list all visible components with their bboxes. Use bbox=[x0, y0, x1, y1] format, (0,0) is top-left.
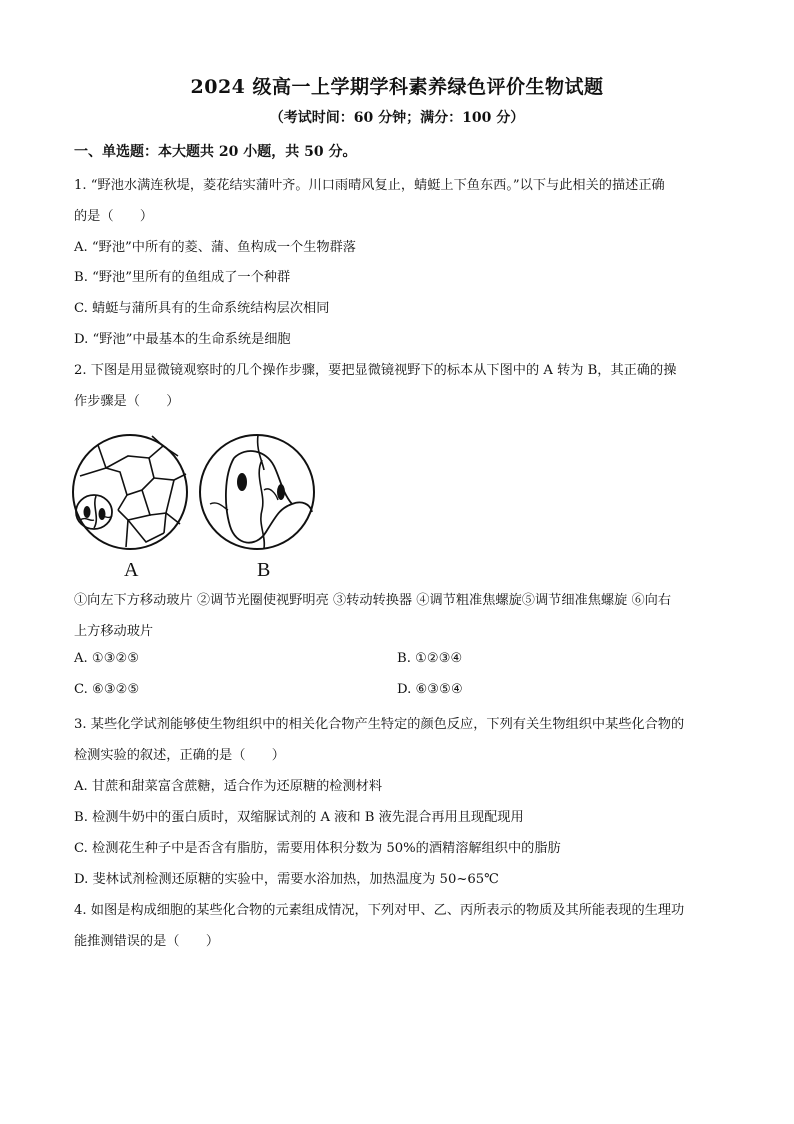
view-a-label: A bbox=[124, 559, 139, 581]
q2-option-d: D. ⑥③⑤④ bbox=[397, 682, 463, 697]
exam-title: 2024 级高一上学期学科素养绿色评价生物试题 bbox=[190, 76, 604, 98]
q1-stem-line-1: 1. “野池水满连秋堤，菱花结实蒲叶齐。川口雨晴风复止，蜻蜓上下鱼东西。”以下与此相关的描述正确 bbox=[74, 178, 665, 193]
q2-stem-line-2: 作步骤是（ ） bbox=[74, 394, 180, 409]
view-a-nucleus-2 bbox=[99, 508, 106, 520]
view-a bbox=[73, 435, 187, 549]
q2-stem-line-1: 2. 下图是用显微镜观察时的几个操作步骤，要把显微镜视野下的标本从下图中的 A 转为 B，其正确的操 bbox=[74, 363, 677, 378]
q3-option-a: A. 甘蔗和甜菜富含蔗糖，适合作为还原糖的检测材料 bbox=[74, 779, 383, 794]
q2-option-b: B. ①②③④ bbox=[397, 651, 463, 666]
q1-option-a: A. “野池”中所有的菱、蒲、鱼构成一个生物群落 bbox=[74, 240, 356, 255]
exam-subtitle: （考试时间：60 分钟；满分：100 分） bbox=[269, 110, 525, 126]
microscope-views bbox=[70, 420, 320, 585]
q1-option-d: D. “野池”中最基本的生命系统是细胞 bbox=[74, 332, 291, 347]
view-a-circle bbox=[73, 435, 187, 549]
view-b-label: B bbox=[257, 559, 271, 581]
q1-stem-line-2: 的是（ ） bbox=[74, 209, 154, 224]
section-heading: 一、单选题：本大题共 20 小题，共 50 分。 bbox=[74, 144, 357, 160]
q2-steps-line-2: 上方移动玻片 bbox=[74, 624, 154, 639]
view-a-nucleus-1 bbox=[84, 506, 91, 518]
microscope-figure bbox=[70, 420, 320, 585]
q3-option-d: D. 斐林试剂检测还原糖的实验中，需要水浴加热，加热温度为 50~65℃ bbox=[74, 872, 499, 887]
q1-option-c: C. 蜻蜓与蒲所具有的生命系统结构层次相同 bbox=[74, 301, 330, 316]
q2-steps-line-1: ①向左下方移动玻片 ②调节光圈使视野明亮 ③转动转换器 ④调节粗准焦螺旋⑤调节细准焦螺旋 ⑥向右 bbox=[74, 593, 672, 608]
q3-stem-line-2: 检测实验的叙述，正确的是（ ） bbox=[74, 748, 285, 763]
q3-option-c: C. 检测花生种子中是否含有脂肪，需要用体积分数为 50%的酒精溶解组织中的脂肪 bbox=[74, 841, 561, 856]
q2-option-c: C. ⑥③②⑤ bbox=[74, 682, 140, 697]
q3-stem-line-1: 3. 某些化学试剂能够使生物组织中的相关化合物产生特定的颜色反应，下列有关生物组织中某些化合物的 bbox=[74, 717, 685, 732]
view-b-nucleus-1 bbox=[237, 473, 247, 491]
q4-stem-line-1: 4. 如图是构成细胞的某些化合物的元素组成情况，下列对甲、乙、丙所表示的物质及其所能表现的生理功 bbox=[74, 903, 685, 918]
view-b bbox=[200, 435, 314, 549]
q3-option-b: B. 检测牛奶中的蛋白质时，双缩脲试剂的 A 液和 B 液先混合再用且现配现用 bbox=[74, 810, 524, 825]
q4-stem-line-2: 能推测错误的是（ ） bbox=[74, 934, 220, 949]
view-b-nucleus-2 bbox=[277, 484, 285, 500]
q2-option-a: A. ①③②⑤ bbox=[74, 651, 140, 666]
q1-option-b: B. “野池”里所有的鱼组成了一个种群 bbox=[74, 270, 291, 285]
